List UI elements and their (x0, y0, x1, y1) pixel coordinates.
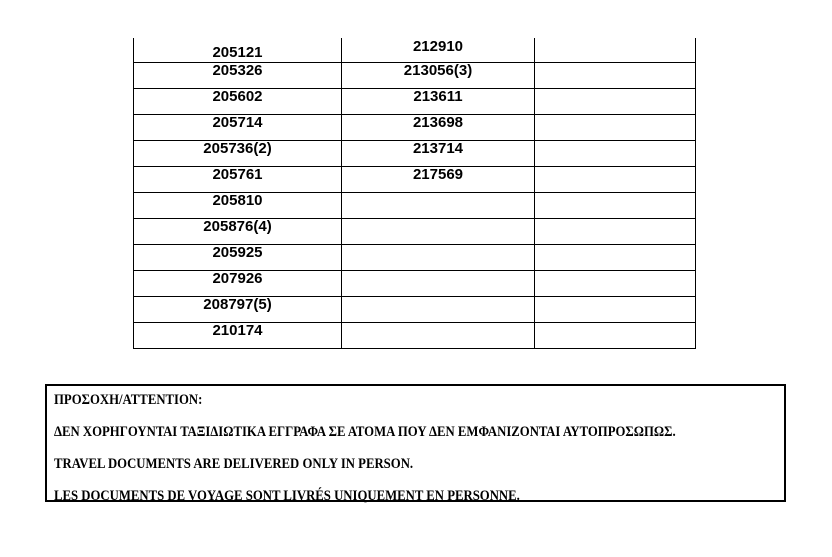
table-cell: 208797(5) (134, 296, 342, 322)
table-cell: 213611 (342, 88, 535, 114)
table-cell: 217569 (342, 166, 535, 192)
table-row (134, 270, 696, 296)
table-cell: 205121 (134, 38, 342, 62)
table-cell (342, 218, 535, 244)
table-cell: 205714 (134, 114, 342, 140)
table-row (134, 62, 696, 88)
table-row (134, 192, 696, 218)
table-cell (535, 38, 696, 62)
table-row (134, 38, 696, 62)
table-cell (342, 296, 535, 322)
table-cell: 213056(3) (342, 62, 535, 88)
table-cell (535, 88, 696, 114)
table-cell: 205736(2) (134, 140, 342, 166)
table-cell (535, 296, 696, 322)
notice-line-french: LES DOCUMENTS DE VOYAGE SONT LIVRÉS UNIQUEMENT EN PERSONNE. (54, 488, 520, 504)
document-numbers-table (133, 38, 696, 349)
table-cell: 212910 (342, 38, 535, 62)
table-cell (535, 270, 696, 296)
table-cell (535, 322, 696, 348)
table-cell: 213698 (342, 114, 535, 140)
table-cell: 205761 (134, 166, 342, 192)
table-cell (535, 114, 696, 140)
table-cell (342, 192, 535, 218)
table-cell (535, 244, 696, 270)
table-row (134, 140, 696, 166)
table-cell: 205602 (134, 88, 342, 114)
table-cell: 205326 (134, 62, 342, 88)
table-cell (535, 140, 696, 166)
table-cell: 210174 (134, 322, 342, 348)
table-row (134, 166, 696, 192)
table-cell (535, 192, 696, 218)
table-cell (535, 218, 696, 244)
table-row (134, 114, 696, 140)
table-row (134, 218, 696, 244)
table-cell (342, 270, 535, 296)
table-row (134, 88, 696, 114)
table-row (134, 322, 696, 348)
table-cell: 205876(4) (134, 218, 342, 244)
table-row (134, 244, 696, 270)
notice-line-english: TRAVEL DOCUMENTS ARE DELIVERED ONLY IN PERSON. (54, 456, 414, 472)
notice-title: ΠΡΟΣΟΧΗ/ATTENTION: (54, 392, 203, 408)
table-cell: 213714 (342, 140, 535, 166)
table-row (134, 296, 696, 322)
table-cell (342, 244, 535, 270)
table-cell: 205810 (134, 192, 342, 218)
notice-line-greek: ΔΕΝ ΧΟΡΗΓΟΥΝΤΑΙ ΤΑΞΙΔΙΩΤΙΚΑ ΕΓΓΡΑΦΑ ΣΕ ΑΤΟΜΑ ΠΟΥ ΔΕΝ ΕΜΦΑΝΙΖΟΝΤΑΙ ΑΥΤΟΠΡΟΣΩΠΩΣ. (54, 424, 676, 440)
table-cell (342, 322, 535, 348)
table-cell: 207926 (134, 270, 342, 296)
table-cell (535, 62, 696, 88)
table-cell: 205925 (134, 244, 342, 270)
table-cell (535, 166, 696, 192)
attention-notice-box (45, 384, 786, 502)
